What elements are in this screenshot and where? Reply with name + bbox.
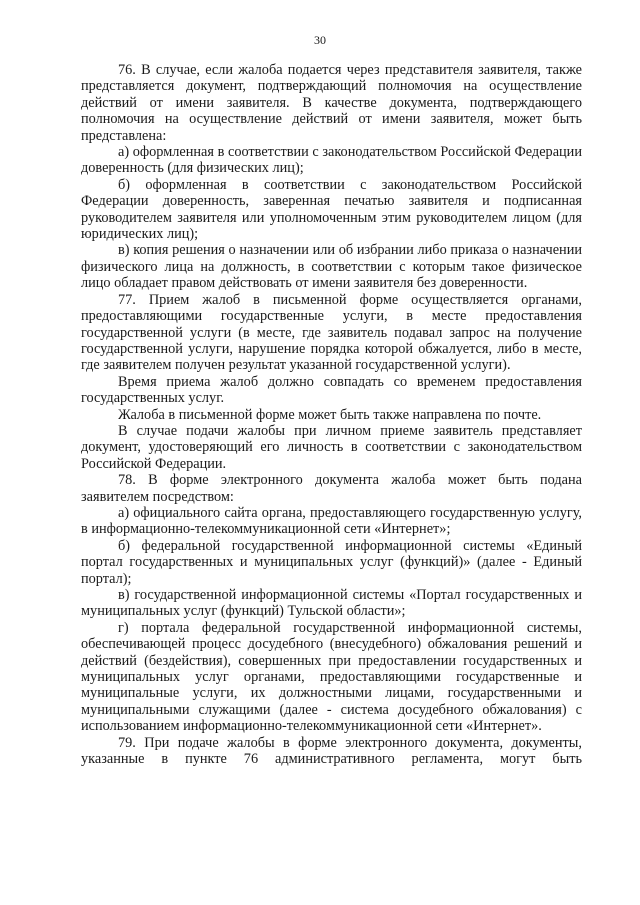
paragraph-78-a: а) официального сайта органа, предоставляющего государственную услугу, в информационно-телекоммуникационной сети «Интернет»; [81,504,582,538]
paragraph-77-personal: В случае подачи жалобы при личном приеме заявитель представляет документ, удостоверяющий его личность в соответствии с законодательством Российской Федерации. [81,422,582,472]
paragraph-78-b: б) федеральной государственной информационной системы «Единый портал государственных и муниципальных услуг (функций)» (далее - Единый портал); [81,537,582,587]
paragraph-76: 76. В случае, если жалоба подается через представителя заявителя, также представляется документ, подтверждающий полномочия на осуществление действий от имени заявителя. В качестве документа, подтверждающего полномочия на осуществление действий от имени заявителя, может быть представлена: [81,62,582,144]
paragraph-77-time: Время приема жалоб должно совпадать со временем предоставления государственных услуг. [81,373,582,407]
paragraph-76-v: в) копия решения о назначении или об избрании либо приказа о назначении физического лица на должность, в соответствии с которым такое физическое лицо обладает правом действовать от имени заявителя без доверенности. [81,242,582,292]
paragraph-78-v: в) государственной информационной системы «Портал государственных и муниципальных услуг (функций) Тульской области»; [81,587,582,620]
page-number: 30 [314,33,326,47]
paragraph-78: 78. В форме электронного документа жалоба может быть подана заявителем посредством: [81,472,582,505]
paragraph-76-a: а) оформленная в соответствии с законодательством Российской Федерации доверенность (для физических лиц); [81,144,582,177]
paragraph-77: 77. Прием жалоб в письменной форме осуществляется органами, предоставляющими государственные услуги, в месте предоставления государственной услуги (в месте, где заявитель подавал запрос на получение государственной услуги, нарушение порядка которой обжалуется, либо в месте, где заявителем получен результат указанной государственной услуги). [81,291,582,374]
paragraph-76-b: б) оформленная в соответствии с законодательством Российской Федерации доверенность, заверенная печатью заявителя и подписанная руководителем заявителя или уполномоченным этим руководителем лицом (для юридических лиц); [81,176,582,243]
document-body [81,62,582,767]
paragraph-79: 79. При подаче жалобы в форме электронного документа, документы, указанные в пункте 76 административного регламента, могут быть [81,734,582,768]
paragraph-78-g: г) портала федеральной государственной информационной системы, обеспечивающей процесс досудебного (внесудебного) обжалования решений и действий (бездействия), совершенных при предоставлении государственных и муниципальных услуг органами, предоставляющими государственные и муниципальные услуги, их должностными лицами, государственными и муниципальными служащими (далее - система досудебного обжалования) с использованием информационно-телекоммуникационной сети «Интернет». [81,619,582,735]
paragraph-77-mail: Жалоба в письменной форме может быть также направлена по почте. [118,406,542,423]
